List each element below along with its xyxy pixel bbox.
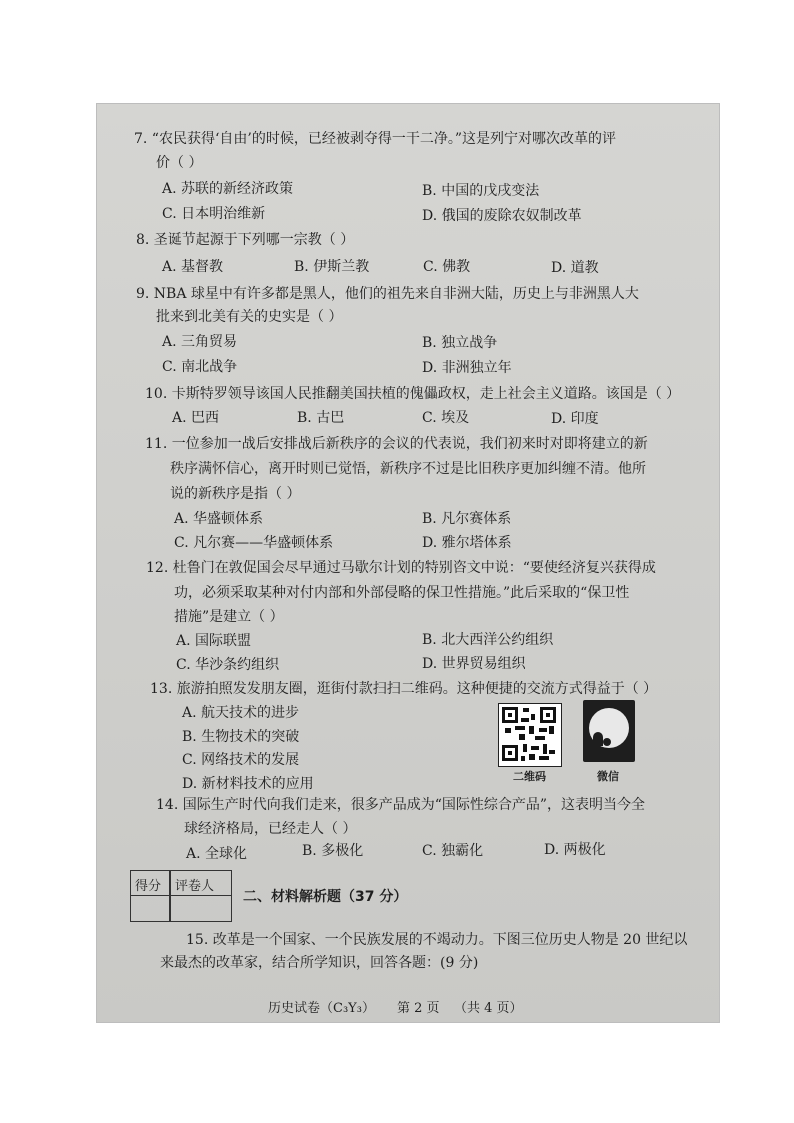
q11-stem-line3: 说的新秩序是指（ ） (170, 486, 301, 502)
q7-option-c[interactable]: C. 日本明治维新 (162, 206, 266, 222)
q14-option-a[interactable]: A. 全球化 (186, 846, 248, 862)
grader-label: 评卷人 (175, 879, 215, 894)
q12-stem-line1: 12. 杜鲁门在敦促国会尽早通过马歇尔计划的特别咨文中说：“要使经济复兴获得成 (146, 560, 656, 576)
q11-option-c[interactable]: C. 凡尔赛——华盛顿体系 (174, 535, 334, 551)
qr-finder-top-left (502, 707, 518, 723)
q14-stem-line1: 14. 国际生产时代向我们走来，很多产品成为“国际性综合产品”，这表明当今全 (156, 797, 646, 813)
footer-paper-name: 历史试卷（C₃Y₃） (268, 1001, 375, 1016)
q13-option-b[interactable]: B. 生物技术的突破 (182, 729, 300, 745)
q8-option-d[interactable]: D. 道教 (551, 260, 599, 276)
score-label: 得分 (135, 879, 162, 894)
wechat-icon (583, 700, 635, 762)
q10-option-a[interactable]: A. 巴西 (172, 410, 220, 426)
qr-code-image (498, 703, 562, 767)
q7-option-b[interactable]: B. 中国的戊戌变法 (422, 183, 540, 199)
q11-option-b[interactable]: B. 凡尔赛体系 (422, 511, 512, 527)
q9-stem-line1: 9. NBA 球星中有许多都是黑人，他们的祖先来自非洲大陆，历史上与非洲黑人大 (136, 286, 639, 302)
q9-option-a[interactable]: A. 三角贸易 (162, 334, 238, 350)
q11-stem-line1: 11. 一位参加一战后安排战后新秩序的会议的代表说，我们初来时对即将建立的新 (145, 436, 648, 452)
q9-option-d[interactable]: D. 非洲独立年 (422, 360, 512, 376)
q12-option-a[interactable]: A. 国际联盟 (176, 633, 252, 649)
q10-option-c[interactable]: C. 埃及 (422, 410, 470, 426)
wechat-caption: 微信 (597, 770, 619, 783)
footer-total-pages: （共 4 页） (454, 1001, 523, 1016)
score-table (130, 870, 232, 922)
qr-finder-bottom-left (502, 745, 518, 761)
q11-option-a[interactable]: A. 华盛顿体系 (174, 511, 264, 527)
q13-option-c[interactable]: C. 网络技术的发展 (182, 752, 300, 768)
q14-option-d[interactable]: D. 两极化 (544, 842, 606, 858)
q9-option-c[interactable]: C. 南北战争 (162, 359, 238, 375)
q15-stem-line2: 来最杰的改革家，结合所学知识，回答各题：(9 分) (160, 955, 479, 971)
q12-option-d[interactable]: D. 世界贸易组织 (422, 656, 526, 672)
q14-option-c[interactable]: C. 独霸化 (422, 843, 484, 859)
q13-stem: 13. 旅游拍照发发朋友圈，逛街付款扫扫二维码。这种便捷的交流方式得益于（ ） (150, 681, 658, 697)
q9-option-b[interactable]: B. 独立战争 (422, 335, 498, 351)
q14-stem-line2: 球经济格局，已经走人（ ） (184, 821, 357, 837)
q7-stem-line2: 价（ ） (156, 155, 203, 171)
footer-page-number: 第 2 页 (397, 1001, 440, 1016)
q8-stem: 8. 圣诞节起源于下列哪一宗教（ ） (136, 232, 355, 248)
q15-stem-line1: 15. 改革是一个国家、一个民族发展的不竭动力。下图三位历史人物是 20 世纪以 (186, 932, 688, 948)
qr-caption: 二维码 (513, 770, 546, 783)
q10-option-b[interactable]: B. 古巴 (297, 410, 345, 426)
q12-stem-line2: 功，必须采取某种对付内部和外部侵略的保卫性措施。”此后采取的“保卫性 (174, 585, 630, 601)
q12-option-c[interactable]: C. 华沙条约组织 (176, 657, 280, 673)
q11-option-d[interactable]: D. 雅尔塔体系 (422, 535, 512, 551)
q9-stem-line2: 批来到北美有关的史实是（ ） (156, 309, 343, 325)
q7-option-a[interactable]: A. 苏联的新经济政策 (162, 181, 294, 197)
qr-finder-top-right (540, 707, 556, 723)
q14-option-b[interactable]: B. 多极化 (302, 843, 364, 859)
q10-option-d[interactable]: D. 印度 (551, 411, 599, 427)
q7-option-d[interactable]: D. 俄国的废除农奴制改革 (422, 208, 582, 224)
q11-stem-line2: 秩序满怀信心，离开时则已觉悟，新秩序不过是比旧秩序更加纠缠不清。他所 (170, 461, 646, 477)
q13-option-a[interactable]: A. 航天技术的进步 (182, 705, 300, 721)
section2-title: 二、材料解析题（37 分） (243, 889, 408, 905)
q12-option-b[interactable]: B. 北大西洋公约组织 (422, 632, 554, 648)
q12-stem-line3: 措施”是建立（ ） (174, 609, 284, 625)
q8-option-c[interactable]: C. 佛教 (423, 259, 471, 275)
q8-option-b[interactable]: B. 伊斯兰教 (294, 259, 370, 275)
q10-stem: 10. 卡斯特罗领导该国人民推翻美国扶植的傀儡政权，走上社会主义道路。该国是（ ） (145, 386, 681, 402)
q7-stem-line1: 7. “农民获得‘自由’的时候，已经被剥夺得一干二净。”这是列宁对哪次改革的评 (134, 131, 617, 147)
q13-option-d[interactable]: D. 新材料技术的应用 (182, 776, 314, 792)
q8-option-a[interactable]: A. 基督教 (162, 259, 224, 275)
